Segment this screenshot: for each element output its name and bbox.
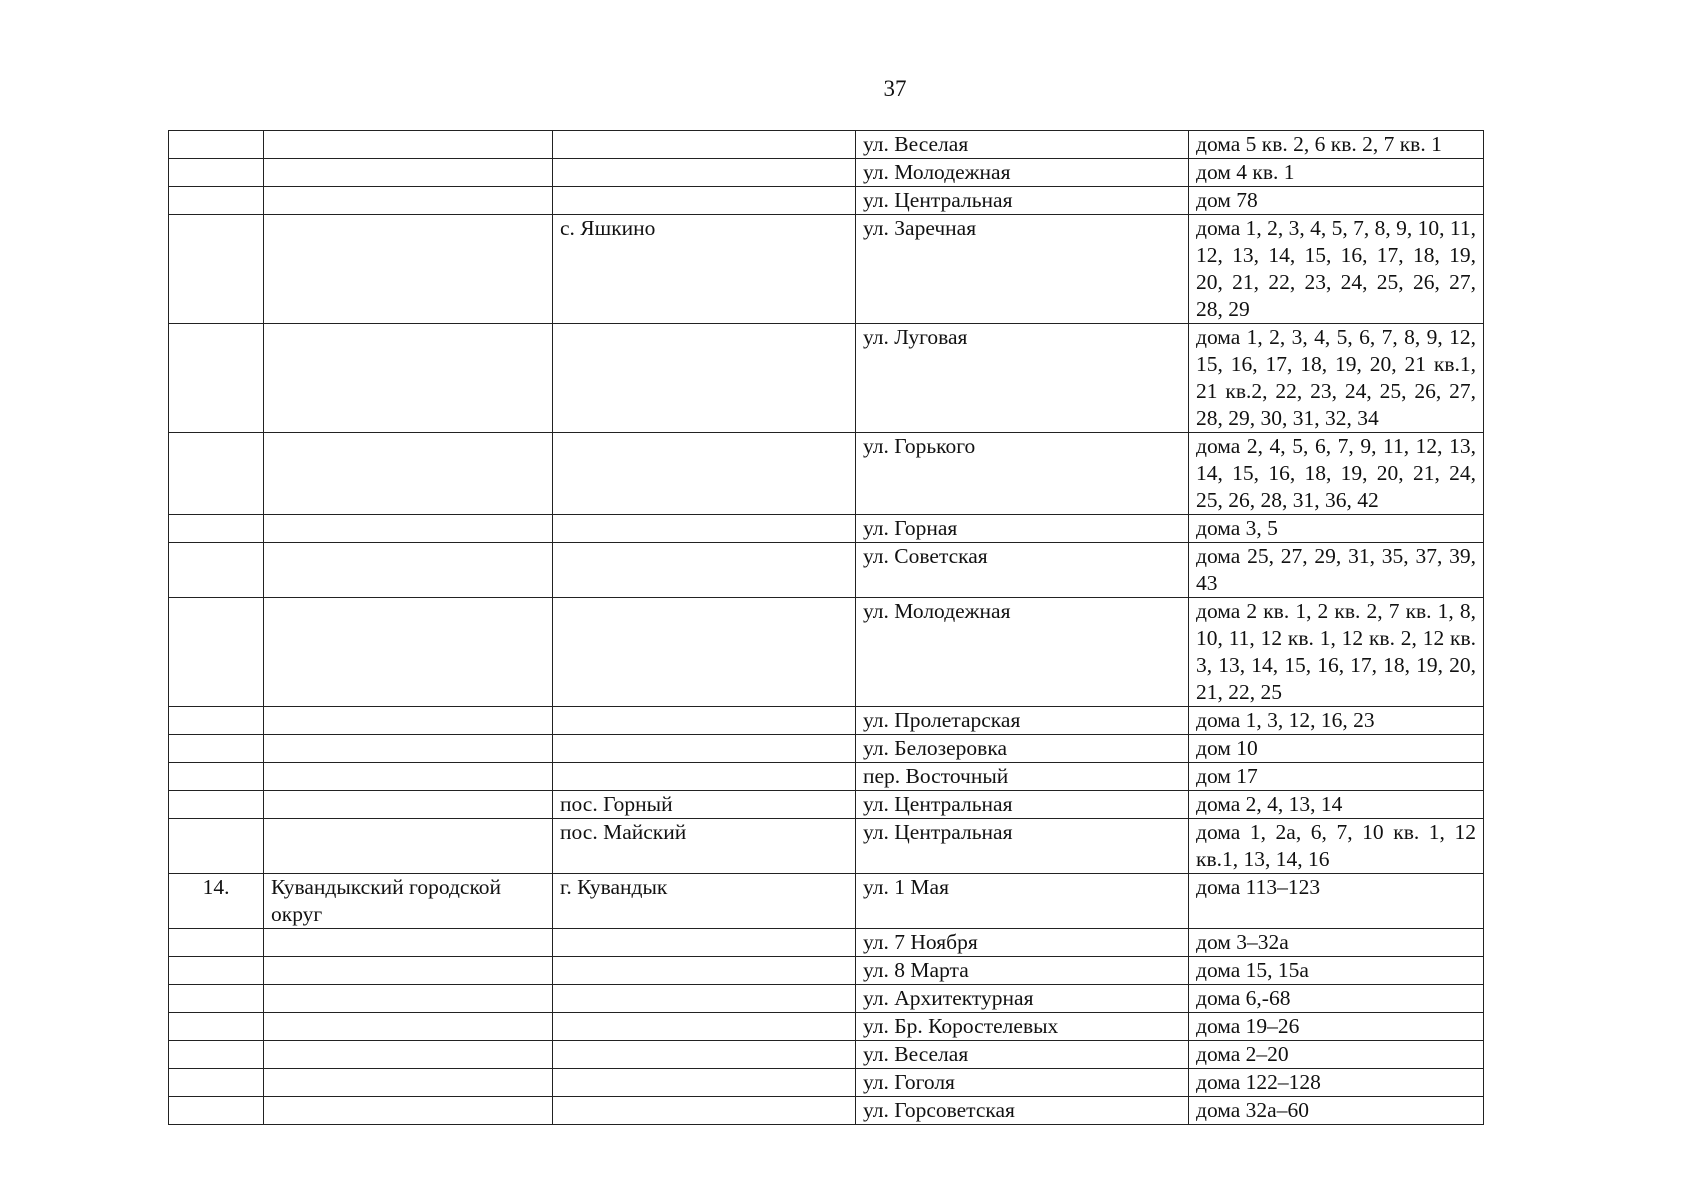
- street-cell: ул. Центральная: [856, 819, 1189, 874]
- municipality-cell: [264, 515, 553, 543]
- settlement-cell: [553, 131, 856, 159]
- settlement-cell: [553, 735, 856, 763]
- row-number-cell: [169, 159, 264, 187]
- row-number-cell: [169, 1097, 264, 1125]
- settlement-cell: г. Кувандык: [553, 874, 856, 929]
- settlement-cell: [553, 187, 856, 215]
- street-cell: ул. Белозеровка: [856, 735, 1189, 763]
- municipality-cell: [264, 929, 553, 957]
- table-row: [169, 929, 1484, 957]
- row-number-cell: 14.: [169, 874, 264, 929]
- municipality-cell: [264, 159, 553, 187]
- page-number: 37: [883, 76, 907, 101]
- settlement-cell: [553, 324, 856, 433]
- municipality-cell: [264, 1097, 553, 1125]
- street-cell: пер. Восточный: [856, 763, 1189, 791]
- municipality-cell: [264, 763, 553, 791]
- row-number-cell: [169, 187, 264, 215]
- street-cell: ул. Веселая: [856, 1041, 1189, 1069]
- settlement-cell: с. Яшкино: [553, 215, 856, 324]
- houses-cell: дома 5 кв. 2, 6 кв. 2, 7 кв. 1: [1189, 131, 1484, 159]
- houses-cell: дома 2, 4, 5, 6, 7, 9, 11, 12, 13, 14, 15, 16, 18, 19, 20, 21, 24, 25, 26, 28, 31, 36, 42: [1189, 433, 1484, 515]
- row-number-cell: [169, 735, 264, 763]
- houses-cell: дом 17: [1189, 763, 1484, 791]
- row-number-cell: [169, 791, 264, 819]
- table-row: [169, 819, 1484, 874]
- table-row: [169, 324, 1484, 433]
- row-number-cell: [169, 1041, 264, 1069]
- municipality-cell: [264, 543, 553, 598]
- street-cell: ул. Горького: [856, 433, 1189, 515]
- street-cell: ул. Центральная: [856, 791, 1189, 819]
- settlement-cell: [553, 159, 856, 187]
- table-row: [169, 985, 1484, 1013]
- houses-cell: дом 10: [1189, 735, 1484, 763]
- row-number-cell: [169, 543, 264, 598]
- municipality-cell: [264, 598, 553, 707]
- houses-cell: дома 2, 4, 13, 14: [1189, 791, 1484, 819]
- municipality-cell: [264, 791, 553, 819]
- municipality-cell: [264, 819, 553, 874]
- street-cell: ул. Архитектурная: [856, 985, 1189, 1013]
- houses-cell: дома 1, 2, 3, 4, 5, 6, 7, 8, 9, 12, 15, 16, 17, 18, 19, 20, 21 кв.1, 21 кв.2, 22, 23, 24, 25, 26, 27, 28, 29, 30, 31, 32, 34: [1189, 324, 1484, 433]
- houses-cell: дом 3–32а: [1189, 929, 1484, 957]
- table-row: [169, 791, 1484, 819]
- street-cell: ул. Молодежная: [856, 598, 1189, 707]
- settlement-cell: [553, 707, 856, 735]
- houses-cell: дома 6,-68: [1189, 985, 1484, 1013]
- street-cell: ул. Бр. Коростелевых: [856, 1013, 1189, 1041]
- street-cell: ул. 7 Ноября: [856, 929, 1189, 957]
- municipality-cell: [264, 985, 553, 1013]
- table-row: [169, 707, 1484, 735]
- houses-cell: дома 25, 27, 29, 31, 35, 37, 39, 43: [1189, 543, 1484, 598]
- settlement-cell: [553, 1097, 856, 1125]
- settlement-cell: [553, 929, 856, 957]
- houses-cell: дома 1, 3, 12, 16, 23: [1189, 707, 1484, 735]
- municipality-cell: [264, 433, 553, 515]
- table-row: [169, 131, 1484, 159]
- settlement-cell: [553, 543, 856, 598]
- houses-cell: дома 2 кв. 1, 2 кв. 2, 7 кв. 1, 8, 10, 11, 12 кв. 1, 12 кв. 2, 12 кв. 3, 13, 14, 15, 16, 17, 18, 19, 20, 21, 22, 25: [1189, 598, 1484, 707]
- street-cell: ул. Гоголя: [856, 1069, 1189, 1097]
- houses-cell: дома 1, 2, 3, 4, 5, 7, 8, 9, 10, 11, 12, 13, 14, 15, 16, 17, 18, 19, 20, 21, 22, 23, 24, 25, 26, 27, 28, 29: [1189, 215, 1484, 324]
- table-row: [169, 735, 1484, 763]
- row-number-cell: [169, 1069, 264, 1097]
- houses-cell: дом 78: [1189, 187, 1484, 215]
- street-cell: ул. 1 Мая: [856, 874, 1189, 929]
- settlement-cell: пос. Горный: [553, 791, 856, 819]
- houses-cell: дома 113–123: [1189, 874, 1484, 929]
- settlement-cell: [553, 1069, 856, 1097]
- table-row: [169, 433, 1484, 515]
- row-number-cell: [169, 515, 264, 543]
- table-row: [169, 763, 1484, 791]
- row-number-cell: [169, 819, 264, 874]
- municipality-cell: [264, 324, 553, 433]
- settlement-cell: [553, 985, 856, 1013]
- table-row: [169, 1097, 1484, 1125]
- street-cell: ул. 8 Марта: [856, 957, 1189, 985]
- table-row: [169, 598, 1484, 707]
- settlement-cell: [553, 957, 856, 985]
- settlement-cell: [553, 433, 856, 515]
- municipality-cell: [264, 707, 553, 735]
- street-cell: ул. Пролетарская: [856, 707, 1189, 735]
- table-row: [169, 957, 1484, 985]
- municipality-cell: Кувандыкский городской округ: [264, 874, 553, 929]
- row-number-cell: [169, 957, 264, 985]
- settlement-cell: [553, 1041, 856, 1069]
- street-cell: ул. Молодежная: [856, 159, 1189, 187]
- row-number-cell: [169, 985, 264, 1013]
- row-number-cell: [169, 324, 264, 433]
- table-row: [169, 515, 1484, 543]
- row-number-cell: [169, 929, 264, 957]
- houses-cell: дом 4 кв. 1: [1189, 159, 1484, 187]
- table-row: [169, 215, 1484, 324]
- street-cell: ул. Центральная: [856, 187, 1189, 215]
- street-cell: ул. Заречная: [856, 215, 1189, 324]
- street-cell: ул. Веселая: [856, 131, 1189, 159]
- table-row: [169, 543, 1484, 598]
- houses-cell: дома 3, 5: [1189, 515, 1484, 543]
- municipality-cell: [264, 1041, 553, 1069]
- row-number-cell: [169, 707, 264, 735]
- row-number-cell: [169, 763, 264, 791]
- settlement-cell: [553, 1013, 856, 1041]
- row-number-cell: [169, 1013, 264, 1041]
- table-row: [169, 1041, 1484, 1069]
- houses-cell: дома 32а–60: [1189, 1097, 1484, 1125]
- row-number-cell: [169, 131, 264, 159]
- address-table-body: [169, 131, 1484, 1125]
- municipality-cell: [264, 215, 553, 324]
- settlement-cell: пос. Майский: [553, 819, 856, 874]
- municipality-cell: [264, 735, 553, 763]
- municipality-cell: [264, 1013, 553, 1041]
- row-number-cell: [169, 433, 264, 515]
- houses-cell: дома 122–128: [1189, 1069, 1484, 1097]
- street-cell: ул. Советская: [856, 543, 1189, 598]
- settlement-cell: [553, 763, 856, 791]
- houses-cell: дома 15, 15а: [1189, 957, 1484, 985]
- municipality-cell: [264, 131, 553, 159]
- settlement-cell: [553, 515, 856, 543]
- settlement-cell: [553, 598, 856, 707]
- municipality-cell: [264, 957, 553, 985]
- houses-cell: дома 19–26: [1189, 1013, 1484, 1041]
- row-number-cell: [169, 215, 264, 324]
- municipality-cell: [264, 187, 553, 215]
- street-cell: ул. Горная: [856, 515, 1189, 543]
- address-table: [168, 130, 1484, 1125]
- table-row: [169, 187, 1484, 215]
- row-number-cell: [169, 598, 264, 707]
- table-row: [169, 159, 1484, 187]
- table-row: [169, 1013, 1484, 1041]
- street-cell: ул. Горсоветская: [856, 1097, 1189, 1125]
- houses-cell: дома 2–20: [1189, 1041, 1484, 1069]
- street-cell: ул. Луговая: [856, 324, 1189, 433]
- municipality-cell: [264, 1069, 553, 1097]
- table-row: [169, 1069, 1484, 1097]
- houses-cell: дома 1, 2а, 6, 7, 10 кв. 1, 12 кв.1, 13, 14, 16: [1189, 819, 1484, 874]
- table-row: [169, 874, 1484, 929]
